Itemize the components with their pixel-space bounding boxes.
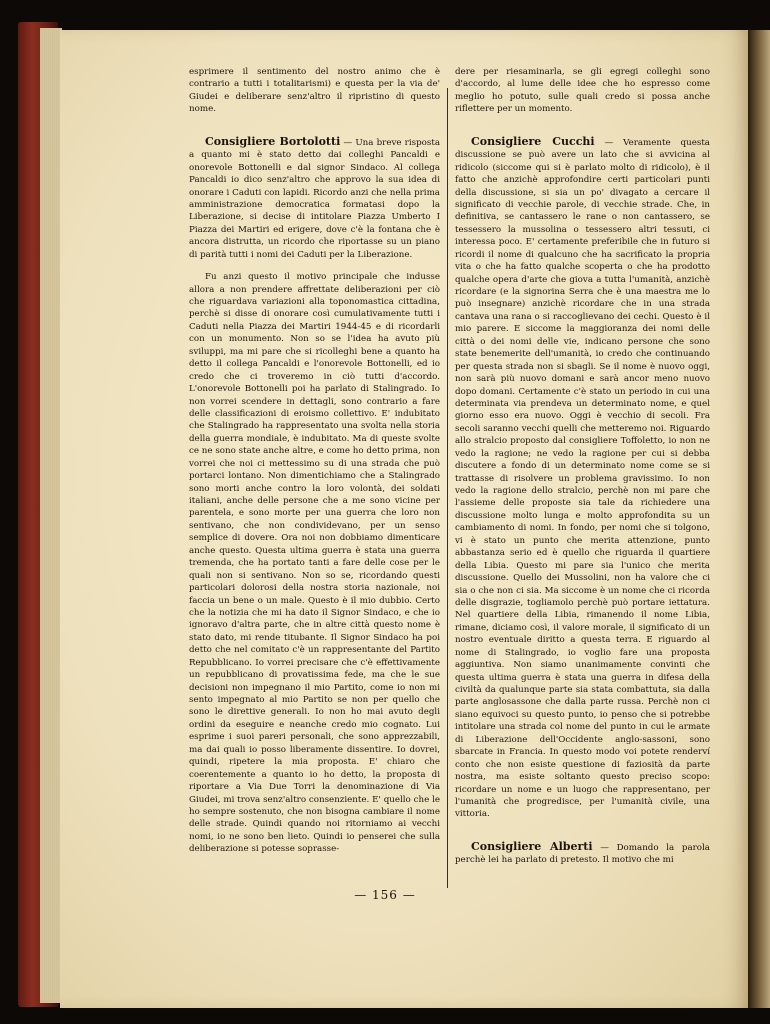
- speech-text: — Una breve risposta a quanto mi è stato detto dai colleghi Pancaldi e onorevole Bottonelli e dal signor Sindaco. Al collega Pancaldi io dico senz'altro che approvo la sua idea di onorare i Caduti con lapidi. Ricordo anzi che nella prima amministrazione democratica formatasi dopo la Liberazione, si decise di intitolare Piazza Umberto I Piazza dei Martiri ed erigere, dove c'è la fontana che è ancora distrutta, un ricordo che riportasse su un piano di parità tutti i nomi dei Caduti per la Liberazione.: [189, 137, 440, 260]
- paragraph: esprimere il sentimento del nostro animo che è contrario a tutti i totalitarismi) e questa per la via de' Giudei e deliberare senz'altro il ripristino di questo nome.: [189, 67, 440, 115]
- speech-bortolotti: [189, 136, 440, 261]
- speech-cucchi: [455, 136, 710, 821]
- speech-alberti: [455, 841, 710, 867]
- book-gutter-shadow: [748, 30, 770, 1008]
- page-number: — 156 —: [354, 888, 416, 902]
- paragraph: Fu anzi questo il motivo principale che indusse allora a non prendere affrettate deliberazioni per ciò che riguardava variazioni alla toponomastica cittadina, perchè si disse di onorare così cumulativamente tutti i Caduti nella Piazza dei Martiri 1944-45 e di ricordarli con un monumento. Non so se l'idea ha avuto più sviluppi, ma mi pare che si ricolleghi bene a quanto ha detto il collega Pancaldi e l'onorevole Bottonelli, ed io credo che ci troveremo in ciò tutti d'accordo. L'onorevole Bottonelli poi ha parlato di Stalingrado. Io non vorrei scendere in dettagli, sono contrario a fare delle classificazioni di eroismo collettivo. E' indubitato che Stalingrado ha rappresentato una svolta nella storia della guerra mondiale, è indubitato. Ma di queste svolte ce ne sono state anche altre, e come ho detto prima, non vorrei che noi ci mettessimo su di una strada che può portarci lontano. Non dimentichiamo che a Stalingrado sono morti anche contro la loro volontà, dei soldati italiani, anche delle persone che a me sono vicine per parentela, e sono morte per una guerra che loro non sentivano, che non condividevano, per un senso semplice di dovere. Ora noi non dobbiamo dimenticare anche questo. Questa ultima guerra è stata una guerra tremenda, che ha portato tanti a fare delle cose per le quali non si sentivano. Non so se, ricordando questi particolari dolorosi della nostra storia nazionale, noi faccia un bene o un male. Questo è il mio dubbio. Certo che la notizia che mi ha dato il Signor Sindaco, e che io ignoravo d'altra parte, che in altre città questo nome è stato dato, mi rende titubante. Il Signor Sindaco ha poi detto che nel comitato c'è un rappresentante del Partito Repubblicano. Io vorrei precisare che c'è effettivamente un repubblicano di provatissima fede, ma che le sue decisioni non impegnano il mio Partito, come io non mi sento impegnato al mio Partito se non per quello che sono le direttive generali. Io non ho mai avuto degli ordini da eseguire e neanche credo mio cognato. Lui esprime i suoi pareri personali, che sono apprezzabili, ma dai quali io posso liberamente dissentire. Io dovrei, quindi, ripetere la mia proposta. E' chiaro che coerentemente a quanto io ho detto, la proposta di riportare a Via Due Torri la denominazione di Via Giudei, mi trova senz'altro consenziente. E' quello che le ho sempre sostenuto, che non bisogna cambiare il nome delle strade. Quindi quando noi ritorniamo ai vecchi nomi, io ne sono ben lieto. Quindi io penserei che sulla deliberazione si potesse soprasse-: [189, 272, 440, 855]
- right-column: [455, 66, 710, 867]
- page-stack-edge: [40, 28, 62, 1003]
- column-divider: [447, 88, 448, 888]
- speaker-name: Consigliere Bortolotti: [205, 134, 341, 148]
- paragraph: dere per riesaminarla, se gli egregi colleghi sono d'accordo, al lume delle idee che ho espresso come meglio ho potuto, sulle quali credo si possa anche riflettere per un momento.: [455, 67, 710, 115]
- speaker-name: Consigliere Alberti: [471, 839, 593, 853]
- speech-text: — Domando la parola perchè lei ha parlato di pretesto. Il motivo che mi: [455, 842, 710, 866]
- left-column: [189, 66, 440, 856]
- speech-text: — Veramente questa discussione se può avere un lato che si avvicina al ridicolo (siccome qui si è parlato molto di ridicolo), è il fatto che anzichè approfondire certi particolari punti della discussione, si sia un po' divagato a cercare il significato di vecchie parole, di vecchie strade. Che, in definitiva, se cantassero le rane o non cantassero, se tessessero la mussolina o tessessero altri tessuti, ci interessa poco. E' certamente preferibile che in futuro si ricordi il nome di qualcuno che ha sacrificato la propria vita o che ha fatto qualche scoperta o che ha prodotto qualche opera d'arte che giova a tutta l'umanità, anzichè ricordare (e la signorina Serra che è una maestra me lo può insegnare) anzichè ricordare che in una strada cantava una rana o si raccoglievano dei cechi. Questo è il mio parere. E siccome la maggioranza dei nomi delle città o dei nomi delle vie, indicano persone che sono state benemerite dell'umanità, io credo che continuando per questa strada non si sbagli. Se il nome è nuovo oggi, non sarà più nuovo domani e sarà ancor meno nuovo dopo domani. Certamente c'è stato un periodo in cui una determinata via prendeva un determinato nome, e quel giorno esso era nuovo. Oggi è vecchio di secoli. Fra secoli saranno vecchi quelli che metteremo noi. Riguardo allo stralcio proposto dal consigliere Toffoletto, io non ne vedo la ragione; ne vedo la ragione per cui si debba discutere a fondo di un determinato nome come se si trattasse di risolvere un problema gravissimo. Io non vedo la ragione dello stralcio, perchè non mi pare che l'assieme delle proposte sia tale da richiedere una discussione molto lunga e molto approfondita su un cambiamento di nomi. In fondo, per nomi che si tolgono, vi è stato un punto che merita attenzione, punto abbastanza serio ed è quello che riguarda il quartiere della Libia. Questo mi pare sia l'unico che merita discussione. Quello dei Mussolini, non ha valore che ci sia o che non ci sia. Ma siccome è un nome che ci ricorda delle disgrazie, togliamolo perchè può portare iettatura. Nel quartiere della Libia, rimanendo il nome Libia, rimane, diciamo così, il valore morale, il significato di un nostro eventuale diritto a questa terra. E riguardo al nome di Stalingrado, io voglio fare una proposta aggiuntiva. Non siamo unanimamente convinti che questa ultima guerra è stata una guerra in difesa della civiltà da qualunque parte sia stata combattuta, sia dalla parte anglosassone che dalla parte russa. Perchè non ci siano equivoci su questo punto, io penso che si potrebbe intitolare una strada col nome del punto in cui le armate di Liberazione dell'Occidente anglo-sassoni, sono sbarcate in Francia. In questo modo voi potete renderví conto che non esiste questione di faziosità da parte nostra, ma esiste soltanto questo preciso scopo: ricordare un nome e un luogo che rappresentano, per l'umanità che progredisce, per l'umanità civile, una vittoria.: [455, 137, 710, 820]
- speaker-name: Consigliere Cucchi: [471, 134, 595, 148]
